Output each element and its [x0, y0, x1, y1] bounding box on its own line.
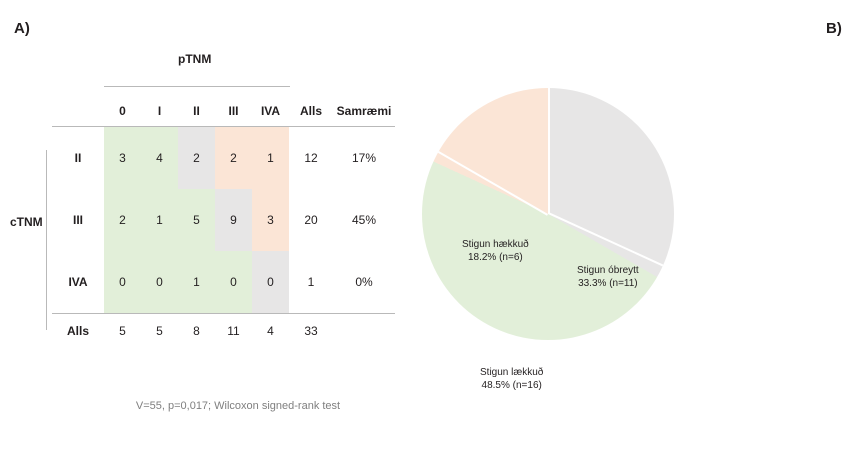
cell-II-agreement: 17% — [333, 127, 395, 190]
cell-III-III: 9 — [215, 189, 252, 251]
pie-label-laekkud — [480, 366, 543, 392]
cell-IVA-I: 0 — [141, 251, 178, 314]
panel-b-pie-chart — [410, 0, 842, 467]
cell-III-total: 20 — [289, 189, 333, 251]
pie-label-obreytt — [577, 264, 639, 290]
column-header-0: 0 — [119, 104, 126, 118]
row-header-III: III — [72, 213, 83, 227]
ptnm-axis-title: pTNM — [178, 52, 212, 66]
table-row — [52, 189, 395, 251]
row-header-II: II — [52, 127, 104, 190]
cell-IVA-0: 0 — [104, 251, 141, 314]
total-col-II: 8 — [178, 314, 215, 349]
cell-II-total: 12 — [289, 127, 333, 190]
total-agreement — [333, 314, 395, 349]
cell-III-0: 2 — [104, 189, 141, 251]
column-header-alls: Alls — [299, 104, 322, 118]
panel-a-confusion-matrix — [0, 0, 410, 467]
cell-III-II: 5 — [178, 189, 215, 251]
row-header-IVA: IVA — [68, 275, 88, 289]
cell-IVA-total: 1 — [289, 251, 333, 314]
pie-slices — [422, 88, 674, 340]
cell-IVA-agreement: 0% — [333, 251, 395, 314]
pie-label-laekkud-name: Stigun lækkuð — [480, 367, 544, 378]
confusion-matrix-table — [52, 96, 395, 348]
pie-label-haekkud-name: Stigun hækkuð — [462, 239, 529, 250]
column-header-IVA: IVA — [260, 104, 281, 118]
cell-IVA-III: 0 — [215, 251, 252, 314]
table-row — [52, 127, 395, 190]
panel-a-label: A) — [14, 20, 30, 37]
pie-label-obreytt-value: 33.3% (n=11) — [578, 278, 638, 289]
cell-III-IVA: 3 — [252, 189, 289, 251]
column-header-samraemi: Samræmi — [336, 104, 392, 118]
column-header-I: I — [157, 104, 162, 118]
pie-chart — [422, 88, 674, 391]
table-totals-row — [52, 314, 395, 349]
cell-II-0: 3 — [104, 127, 141, 190]
table-row — [52, 251, 395, 314]
pie-label-haekkud — [462, 238, 529, 264]
panel-b-label: B) — [826, 20, 842, 37]
total-col-IVA: 4 — [252, 314, 289, 349]
cell-III-agreement: 45% — [333, 189, 395, 251]
grand-total: 33 — [289, 314, 333, 349]
column-header-III: III — [228, 104, 239, 118]
slice-divider-left-lower — [438, 151, 548, 215]
statistics-footnote: V=55, p=0,017; Wilcoxon signed-rank test — [135, 400, 341, 412]
row-header-alls: Alls — [52, 314, 104, 349]
pie-label-laekkud-value: 48.5% (n=16) — [481, 380, 542, 391]
ptnm-axis-rule — [104, 86, 290, 87]
cell-IVA-II: 1 — [178, 251, 215, 314]
ctnm-axis-rule — [46, 150, 47, 330]
corner-cell — [52, 96, 104, 127]
ctnm-axis-title: cTNM — [10, 215, 43, 229]
cell-II-I: 4 — [141, 127, 178, 190]
slice-divider-left-upper — [548, 213, 663, 267]
column-header-II: II — [193, 104, 200, 118]
table-header-row — [52, 96, 395, 127]
pie-label-haekkud-value: 18.2% (n=6) — [467, 252, 523, 263]
cell-III-I: 1 — [141, 189, 178, 251]
total-col-0: 5 — [104, 314, 141, 349]
total-col-III: 11 — [215, 314, 252, 349]
total-col-I: 5 — [141, 314, 178, 349]
cell-IVA-IVA: 0 — [252, 251, 289, 314]
cell-II-II: 2 — [178, 127, 215, 190]
cell-II-III: 2 — [215, 127, 252, 190]
slice-divider-top — [548, 88, 550, 214]
pie-label-obreytt-name: Stigun óbreytt — [577, 265, 639, 276]
cell-II-IVA: 1 — [252, 127, 289, 190]
